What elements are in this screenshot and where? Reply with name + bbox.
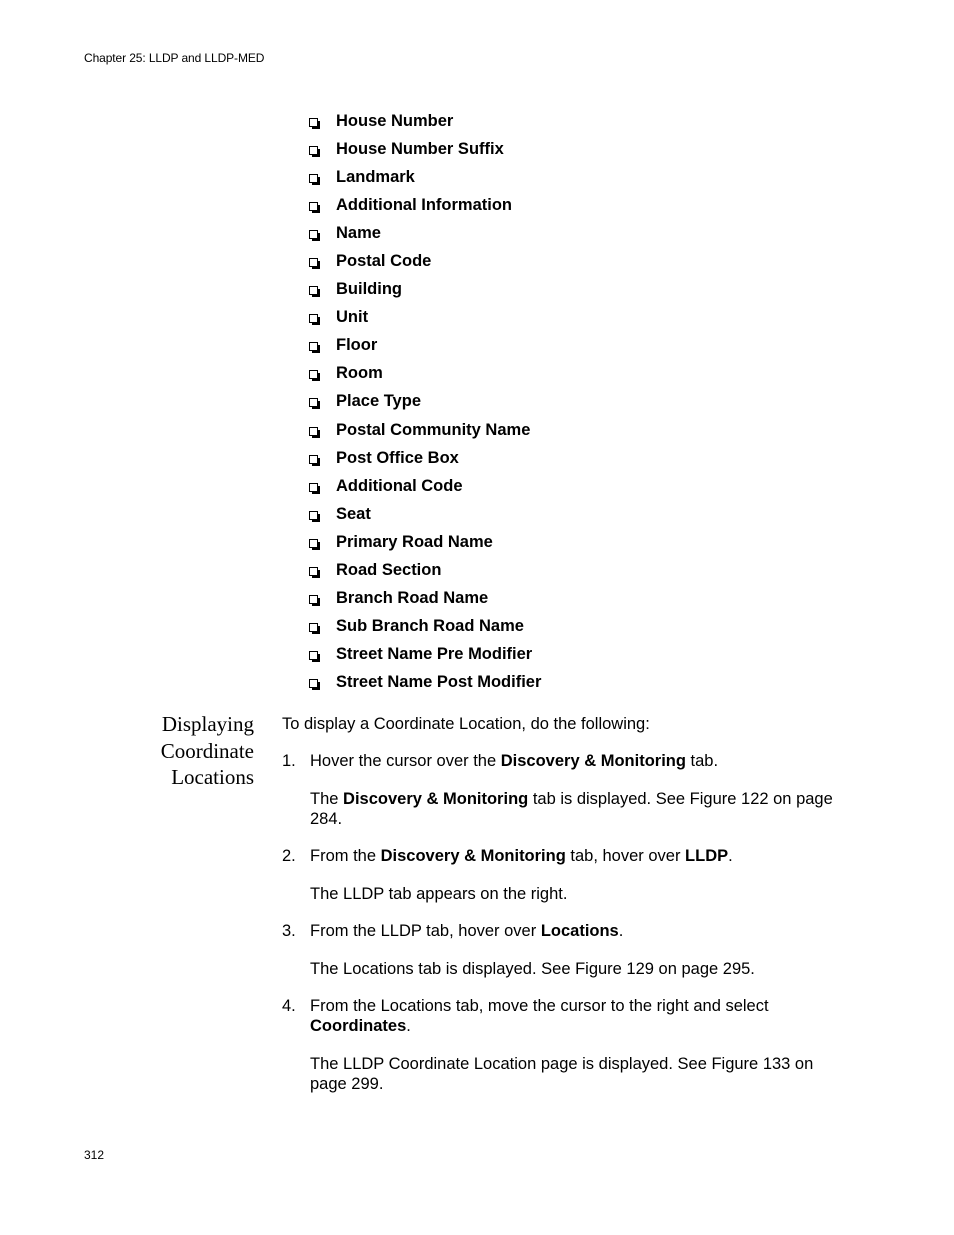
section-heading (120, 711, 254, 791)
note-text-bold: Discovery & Monitoring (343, 790, 529, 808)
procedure-step (282, 921, 842, 941)
procedure-step (282, 846, 842, 866)
checkbox-bullet-icon (309, 651, 318, 660)
list-item (309, 557, 541, 585)
step-text (310, 846, 842, 866)
step-text-bold: Discovery & Monitoring (500, 752, 686, 770)
step-note: The Locations tab is displayed. See Figure 129 on page 295. (310, 960, 755, 978)
list-item-label: Room (336, 364, 383, 383)
step-note: The LLDP tab appears on the right. (310, 885, 568, 903)
list-item-label: Seat (336, 504, 371, 523)
list-item (309, 163, 541, 191)
list-item (309, 360, 541, 388)
running-header: Chapter 25: LLDP and LLDP-MED (84, 51, 265, 65)
checkbox-bullet-icon (309, 258, 318, 267)
list-item-label: Postal Community Name (336, 420, 531, 439)
step-number: 1. (282, 752, 296, 770)
checkbox-bullet-icon (309, 679, 318, 688)
list-item (309, 388, 541, 416)
step-text-bold: LLDP (685, 847, 729, 865)
step-text-part: tab, hover over (565, 847, 686, 865)
list-item-label: Street Name Pre Modifier (336, 645, 533, 664)
list-item-label: Building (336, 280, 402, 299)
list-item (309, 528, 541, 556)
note-text-part: tab is displayed. See Figure 122 on page 284. (310, 790, 833, 828)
step-number: 4. (282, 997, 296, 1015)
list-item (309, 135, 541, 163)
procedure-step (282, 751, 842, 771)
checkbox-bullet-icon (309, 567, 318, 576)
list-item-label: Additional Information (336, 195, 512, 214)
list-item-label: Place Type (336, 392, 421, 411)
list-item (309, 444, 541, 472)
list-item (309, 613, 541, 641)
list-item (309, 332, 541, 360)
step-text-part: From the LLDP tab, hover over (310, 922, 541, 940)
list-item (309, 585, 541, 613)
step-number: 3. (282, 922, 296, 940)
list-item-label: Landmark (336, 167, 415, 186)
procedure-intro: To display a Coordinate Location, do the following: (282, 715, 650, 733)
checkbox-bullet-icon (309, 370, 318, 379)
page-number: 312 (84, 1148, 105, 1162)
list-item-label: Floor (336, 336, 378, 355)
section-heading-line: Coordinate (160, 738, 254, 763)
checkbox-bullet-icon (309, 623, 318, 632)
checkbox-bullet-icon (309, 398, 318, 407)
list-item-label: Name (336, 223, 381, 242)
checkbox-bullet-icon (309, 202, 318, 211)
list-item (309, 416, 541, 444)
list-item-label: Post Office Box (336, 448, 459, 467)
note-text-part: The (310, 790, 344, 808)
list-item (309, 191, 541, 219)
checkbox-bullet-icon (309, 483, 318, 492)
checkbox-bullet-icon (309, 539, 318, 548)
checkbox-bullet-icon (309, 455, 318, 464)
checkbox-bullet-icon (309, 511, 318, 520)
checkbox-bullet-icon (309, 146, 318, 155)
list-item-label: Primary Road Name (336, 532, 493, 551)
list-item (309, 669, 541, 697)
list-item (309, 107, 541, 135)
step-text-part: tab. (685, 752, 719, 770)
step-number: 2. (282, 847, 296, 865)
section-heading-line: Displaying (161, 712, 254, 736)
checkbox-bullet-icon (309, 342, 318, 351)
list-item (309, 472, 541, 500)
list-item-label: House Number Suffix (336, 139, 504, 158)
list-item (309, 276, 541, 304)
step-text (310, 996, 842, 1036)
checkbox-bullet-icon (309, 174, 318, 183)
list-item-label: Sub Branch Road Name (336, 617, 524, 636)
list-item-label: Street Name Post Modifier (336, 673, 542, 692)
checkbox-bullet-icon (309, 427, 318, 436)
list-item-label: Branch Road Name (336, 589, 489, 608)
step-text-bold: Coordinates (310, 1017, 407, 1035)
procedure-body (282, 714, 842, 1111)
list-item-label: House Number (336, 111, 454, 130)
step-text-part: From the Locations tab, move the cursor to the right and select (310, 997, 769, 1015)
list-item (309, 304, 541, 332)
step-text-part: . (618, 922, 624, 940)
list-item (309, 641, 541, 669)
step-text-bold: Discovery & Monitoring (380, 847, 566, 865)
step-text (310, 751, 842, 771)
location-field-list (309, 107, 541, 697)
section-heading-line: Locations (171, 765, 254, 789)
checkbox-bullet-icon (309, 286, 318, 295)
step-text-part: . (728, 847, 733, 865)
list-item-label: Postal Code (336, 252, 432, 271)
list-item-label: Road Section (336, 561, 442, 580)
step-text (310, 921, 842, 941)
list-item-label: Unit (336, 308, 369, 327)
step-text-part: . (406, 1017, 411, 1035)
list-item (309, 247, 541, 275)
procedure-step (282, 996, 842, 1036)
list-item (309, 219, 541, 247)
checkbox-bullet-icon (309, 314, 318, 323)
list-item (309, 500, 541, 528)
list-item-label: Additional Code (336, 476, 463, 495)
checkbox-bullet-icon (309, 118, 318, 127)
checkbox-bullet-icon (309, 595, 318, 604)
checkbox-bullet-icon (309, 230, 318, 239)
step-note (310, 789, 842, 829)
step-text-part: From the (310, 847, 381, 865)
step-text-part: Hover the cursor over the (310, 752, 501, 770)
step-text-bold: Locations (540, 922, 619, 940)
step-note: The LLDP Coordinate Location page is displayed. See Figure 133 on page 299. (310, 1055, 814, 1093)
